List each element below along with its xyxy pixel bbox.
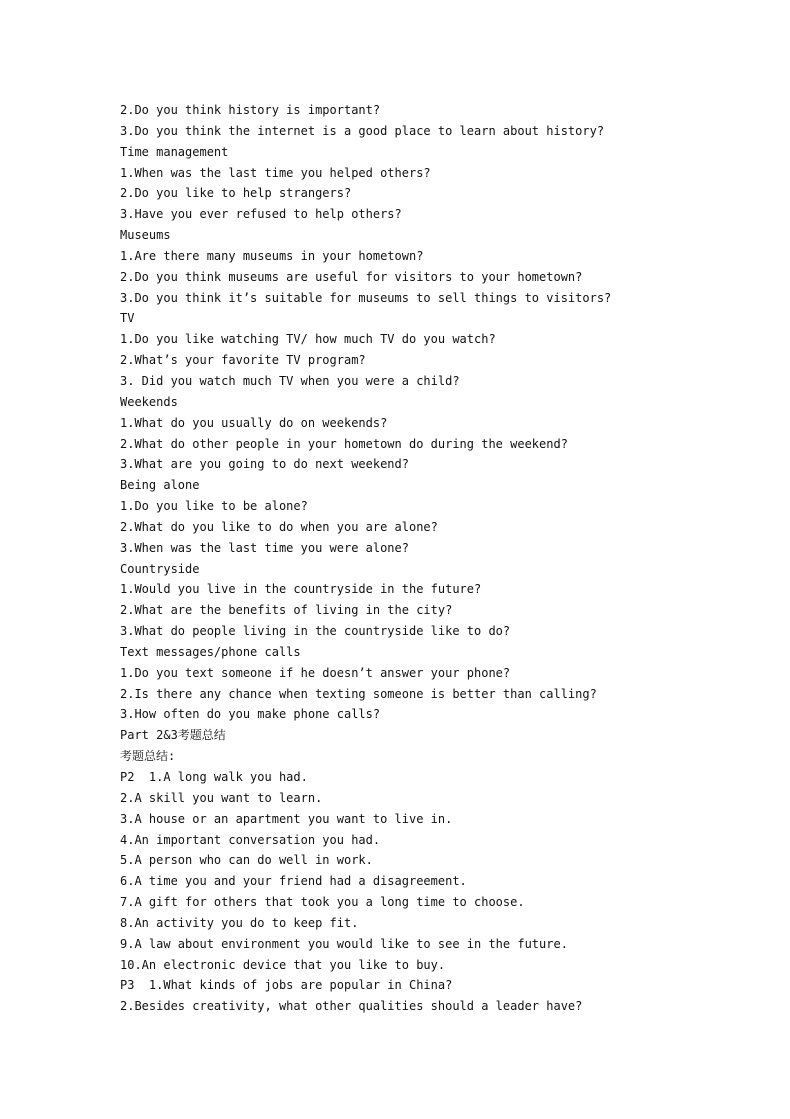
cue-card-line: 9.A law about environment you would like to see in the future.	[120, 936, 568, 951]
cue-card-line: 5.A person who can do well in work.	[120, 853, 373, 868]
question-line: 2.What do other people in your hometown do during the weekend?	[120, 436, 568, 451]
cue-card-line: 7.A gift for others that took you a long time to choose.	[120, 895, 525, 910]
question-line: 1.When was the last time you helped others?	[120, 165, 431, 180]
question-line: 1.Do you text someone if he doesn’t answer your phone?	[120, 665, 511, 680]
question-line: 2.Do you like to help strangers?	[120, 186, 352, 201]
question-line: 3.Do you think the internet is a good place to learn about history?	[120, 123, 605, 138]
cue-card-line: 6.A time you and your friend had a disagreement.	[120, 874, 467, 889]
question-line: 1.Are there many museums in your hometown?	[120, 248, 424, 263]
question-line: 2.What’s your favorite TV program?	[120, 353, 366, 368]
cue-card-line: 10.An electronic device that you like to buy.	[120, 957, 446, 972]
question-line: 2.What are the benefits of living in the city?	[120, 603, 453, 618]
cue-card-line: P2 1.A long walk you had.	[120, 770, 308, 784]
question-line: 2.Besides creativity, what other qualities should a leader have?	[120, 999, 583, 1014]
question-line: P3 1.What kinds of jobs are popular in China?	[120, 978, 453, 993]
topic-heading: TV	[120, 311, 135, 326]
question-line: 1.Do you like to be alone?	[120, 499, 308, 514]
question-line: 3.How often do you make phone calls?	[120, 707, 381, 722]
cue-card-line: 3.A house or an apartment you want to live in.	[120, 811, 453, 826]
question-line: 1.Do you like watching TV/ how much TV do you watch?	[120, 332, 496, 347]
question-line: 1.Would you live in the countryside in the future?	[120, 582, 482, 597]
question-line: 3.Do you think it’s suitable for museums to sell things to visitors?	[120, 290, 612, 305]
question-line: 3.Have you ever refused to help others?	[120, 207, 402, 222]
topic-heading: Museums	[120, 228, 171, 243]
question-line: 2.Do you think history is important?	[120, 103, 381, 117]
section-heading: 考题总结:	[120, 749, 176, 764]
topic-heading: Text messages/phone calls	[120, 644, 301, 659]
question-line: 2.What do you like to do when you are alone?	[120, 519, 438, 534]
topic-heading: Weekends	[120, 394, 178, 409]
cue-card-line: 4.An important conversation you had.	[120, 832, 381, 847]
topic-heading: Time management	[120, 144, 229, 159]
question-line: 3.When was the last time you were alone?	[120, 540, 409, 555]
section-heading: Part 2&3考题总结	[120, 728, 226, 743]
question-line: 2.Do you think museums are useful for visitors to your hometown?	[120, 269, 583, 284]
topic-heading: Countryside	[120, 561, 200, 576]
question-line: 1.What do you usually do on weekends?	[120, 415, 388, 430]
question-line: 3. Did you watch much TV when you were a child?	[120, 373, 460, 388]
document-page	[120, 100, 760, 1017]
question-line: 2.Is there any chance when texting someone is better than calling?	[120, 686, 597, 701]
topic-heading: Being alone	[120, 478, 200, 493]
cue-card-line: 2.A skill you want to learn.	[120, 790, 323, 805]
cue-card-line: 8.An activity you do to keep fit.	[120, 915, 359, 930]
question-line: 3.What are you going to do next weekend?	[120, 457, 409, 472]
question-line: 3.What do people living in the countryside like to do?	[120, 624, 511, 639]
